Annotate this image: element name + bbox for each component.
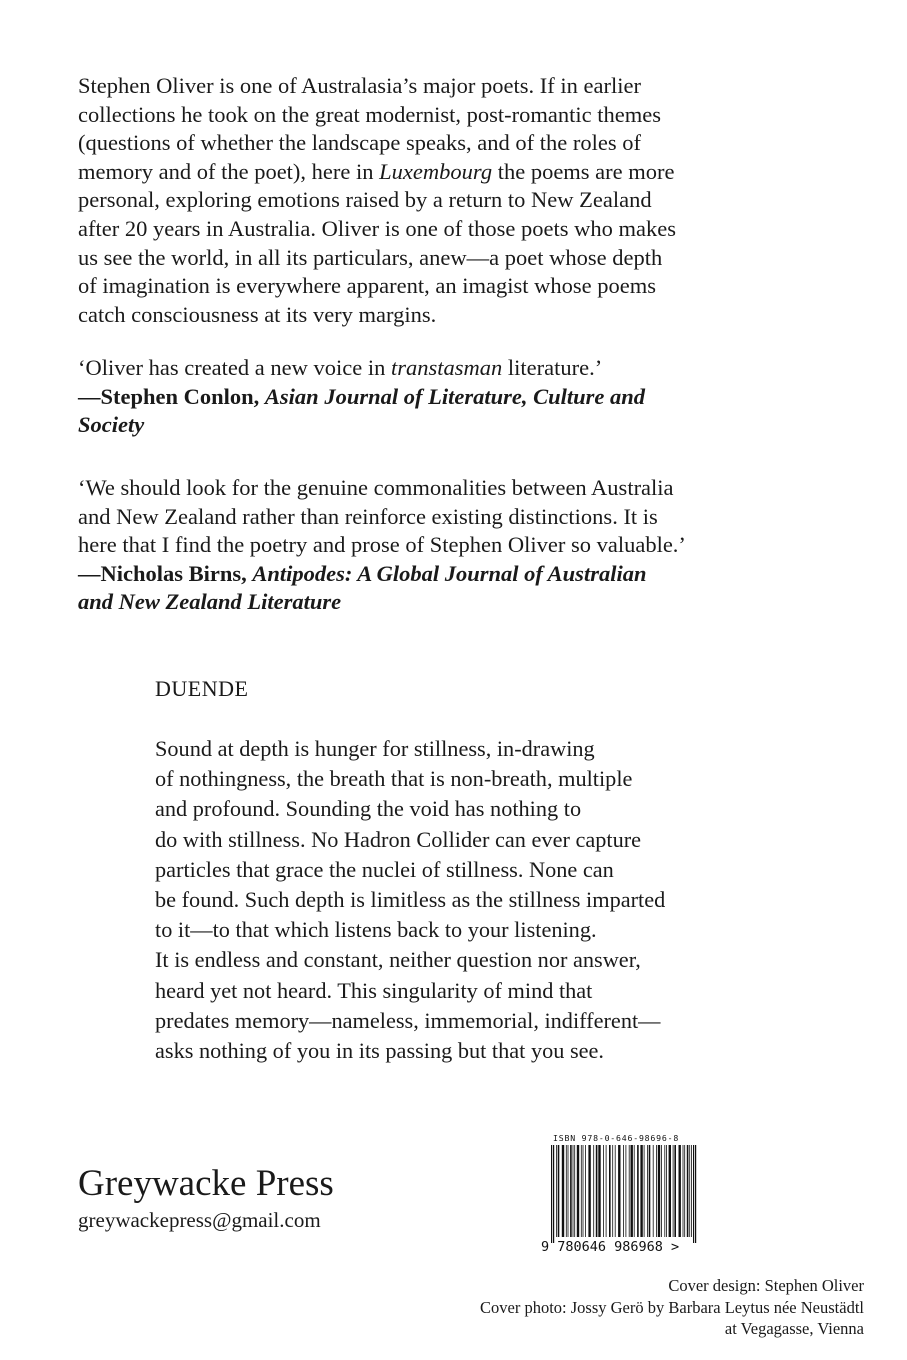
barcode-bar bbox=[653, 1145, 654, 1237]
barcode-guard-bar bbox=[695, 1145, 696, 1243]
barcode-bar bbox=[626, 1145, 627, 1237]
barcode-bar bbox=[603, 1145, 604, 1237]
quote-italic-word: transtasman bbox=[390, 355, 503, 380]
barcode-bar bbox=[683, 1145, 684, 1237]
barcode-bar bbox=[606, 1145, 607, 1237]
blurb-line: catch consciousness at its very margins. bbox=[78, 301, 437, 327]
quote-author: —Stephen Conlon, bbox=[78, 383, 260, 409]
blurb-line: personal, exploring emotions raised by a return to New Zealand bbox=[78, 187, 652, 213]
quote-attribution bbox=[78, 560, 686, 589]
barcode-bar bbox=[664, 1145, 665, 1237]
poem-title: DUENDE bbox=[155, 676, 249, 701]
barcode-bar bbox=[588, 1145, 590, 1237]
quote-line: and New Zealand rather than reinforce existing distinctions. It is bbox=[78, 503, 658, 529]
blurb-text: the poems are more bbox=[492, 158, 675, 184]
poem-line: and profound. Sounding the void has nothing to bbox=[155, 796, 582, 822]
barcode-bar bbox=[573, 1145, 574, 1237]
barcode-bar bbox=[661, 1145, 662, 1237]
barcode-bar bbox=[674, 1145, 676, 1237]
quote-source-continued: Society bbox=[78, 412, 145, 438]
quote-source-continued: and New Zealand Literature bbox=[78, 589, 342, 615]
cover-credits bbox=[480, 1275, 864, 1340]
poem-body bbox=[155, 734, 665, 1066]
quote-source: Antipodes: A Global Journal of Australian bbox=[252, 560, 647, 586]
poem-line: of nothingness, the breath that is non-breath, multiple bbox=[155, 766, 633, 792]
isbn-barcode bbox=[539, 1133, 707, 1265]
barcode-bar bbox=[570, 1145, 572, 1237]
barcode-guard-bar bbox=[693, 1145, 694, 1243]
barcode-bar bbox=[574, 1145, 575, 1237]
barcode-bar bbox=[637, 1145, 639, 1237]
publisher-name: Greywacke Press bbox=[78, 1163, 334, 1204]
publisher-email[interactable]: greywackepress@gmail.com bbox=[78, 1208, 321, 1232]
poem-line: Sound at depth is hunger for stillness, in-drawing bbox=[155, 736, 595, 761]
barcode-bar bbox=[615, 1145, 616, 1237]
barcode-bar bbox=[609, 1145, 611, 1237]
barcode-bar bbox=[644, 1145, 645, 1237]
poem-line: asks nothing of you in its passing but that you see. bbox=[155, 1038, 605, 1064]
quote-line: here that I find the poetry and prose of Stephen Oliver so valuable.’ bbox=[78, 532, 686, 558]
barcode-bar bbox=[568, 1145, 569, 1237]
barcode-guard-bar bbox=[553, 1145, 554, 1243]
barcode-bar bbox=[656, 1145, 657, 1237]
barcode-bar bbox=[689, 1145, 690, 1237]
poem-line: heard yet not heard. This singularity of mind that bbox=[155, 977, 593, 1003]
barcode-bar bbox=[687, 1145, 689, 1237]
barcode-bar bbox=[618, 1145, 620, 1237]
barcode-bar bbox=[629, 1145, 630, 1237]
barcode-bar bbox=[631, 1145, 633, 1237]
credit-line: Cover photo: Jossy Gerö by Barbara Leytus née Neustädtl bbox=[480, 1297, 864, 1317]
isbn-label: ISBN 978-0-646-98696-8 bbox=[553, 1133, 680, 1143]
publisher-block bbox=[78, 1162, 334, 1234]
book-title-luxembourg: Luxembourg bbox=[379, 158, 493, 184]
barcode-bar bbox=[669, 1145, 671, 1237]
barcode-bar bbox=[658, 1145, 660, 1237]
blurb-line: of imagination is everywhere apparent, an imagist whose poems bbox=[78, 273, 656, 299]
barcode-bar bbox=[612, 1145, 613, 1237]
poem-line: particles that grace the nuclei of stillness. None can bbox=[155, 856, 614, 882]
barcode-bar bbox=[558, 1145, 560, 1237]
barcode-bar bbox=[666, 1145, 667, 1237]
barcode-bar bbox=[679, 1145, 681, 1237]
barcode-bar bbox=[598, 1145, 600, 1237]
barcode-bar bbox=[673, 1145, 674, 1237]
poem-line: to it—to that which listens back to your listening. bbox=[155, 917, 597, 943]
blurb-line: (questions of whether the landscape speaks, and of the roles of bbox=[78, 130, 641, 156]
barcode-bar bbox=[577, 1145, 579, 1237]
barcode-bar bbox=[649, 1145, 651, 1237]
barcode-bar bbox=[562, 1145, 564, 1237]
barcode-digits: 9 780646 986968 > bbox=[541, 1239, 680, 1255]
barcode-bar bbox=[623, 1145, 624, 1237]
barcode-bar bbox=[581, 1145, 582, 1237]
barcode-bar bbox=[691, 1145, 692, 1237]
review-quote-conlon bbox=[78, 354, 645, 440]
quote-line: ‘We should look for the genuine commonalities between Australia bbox=[78, 475, 674, 500]
barcode-bars-icon bbox=[551, 1145, 697, 1243]
barcode-bar bbox=[593, 1145, 594, 1237]
barcode-guard-bar bbox=[551, 1145, 552, 1243]
blurb-line: Stephen Oliver is one of Australasia’s major poets. If in earlier bbox=[78, 73, 641, 98]
barcode-bar bbox=[585, 1145, 586, 1237]
quote-attribution bbox=[78, 383, 645, 412]
barcode-bar bbox=[647, 1145, 648, 1237]
quote-source: Asian Journal of Literature, Culture and bbox=[264, 383, 646, 409]
quote-text-part: ‘Oliver has created a new voice in bbox=[78, 355, 391, 380]
blurb-line: us see the world, in all its particulars, anew—a poet whose depth bbox=[78, 244, 663, 270]
credit-line: at Vegagasse, Vienna bbox=[724, 1319, 864, 1338]
barcode-bar bbox=[634, 1145, 635, 1237]
poem-line: do with stillness. No Hadron Collider can ever capture bbox=[155, 826, 642, 852]
barcode-bar bbox=[640, 1145, 642, 1237]
credit-line: Cover design: Stephen Oliver bbox=[668, 1276, 864, 1295]
poem-line: predates memory—nameless, immemorial, indifferent— bbox=[155, 1007, 661, 1033]
barcode-bar bbox=[556, 1145, 557, 1237]
barcode-bar bbox=[583, 1145, 584, 1237]
poem-line: It is endless and constant, neither question nor answer, bbox=[155, 947, 641, 973]
quote-author: —Nicholas Birns, bbox=[78, 560, 247, 586]
review-quote-birns bbox=[78, 474, 686, 617]
blurb-line: collections he took on the great modernist, post-romantic themes bbox=[78, 101, 661, 127]
blurb-line bbox=[78, 158, 676, 187]
barcode-bar bbox=[684, 1145, 685, 1237]
blurb-paragraph bbox=[78, 72, 676, 329]
barcode-bar bbox=[596, 1145, 598, 1237]
barcode-bar bbox=[566, 1145, 567, 1237]
blurb-text: memory and of the poet), here in bbox=[78, 158, 380, 184]
blurb-line: after 20 years in Australia. Oliver is one of those poets who makes bbox=[78, 215, 676, 241]
poem-line: be found. Such depth is limitless as the stillness imparted bbox=[155, 887, 666, 913]
quote-text-part: literature.’ bbox=[502, 355, 603, 380]
quote-text bbox=[78, 354, 645, 383]
